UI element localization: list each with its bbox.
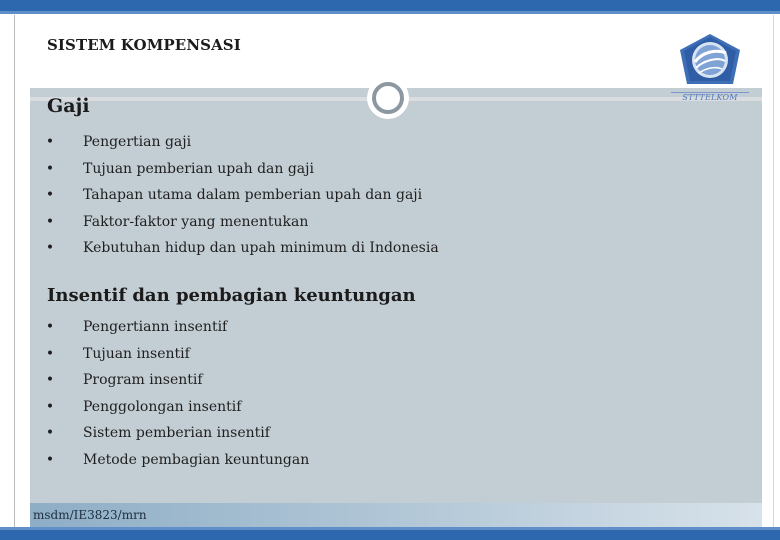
bullet-icon: • (45, 398, 55, 415)
bullet-icon: • (45, 134, 55, 150)
slide-title: SISTEM KOMPENSASI (47, 36, 241, 54)
decorative-ring-icon (368, 78, 408, 118)
section-heading-insentif: Insentif dan pembagian keuntungan (47, 285, 416, 306)
bullet-icon: • (45, 319, 55, 335)
institution-logo (665, 28, 755, 110)
bullet-icon: • (45, 372, 55, 388)
bullet-icon: • (45, 213, 55, 230)
bottom-accent-bar (0, 527, 780, 540)
list-item-text: Faktor-faktor yang menentukan (83, 213, 309, 230)
logo-icon (676, 32, 744, 92)
logo-caption: STTTELKOM (671, 92, 749, 103)
footer-text: msdm/IE3823/mrn (33, 508, 147, 522)
bullet-icon: • (45, 451, 55, 468)
list-item-text: Pengertian gaji (83, 134, 192, 150)
top-accent-bar (0, 0, 780, 14)
bullet-icon: • (45, 425, 55, 441)
list-item-text: Tahapan utama dalam pemberian upah dan gaji (83, 187, 423, 203)
bullet-icon: • (45, 240, 55, 256)
bullet-icon: • (45, 187, 55, 203)
bullet-icon: • (45, 345, 55, 362)
list-item-text: Metode pembagian keuntungan (83, 451, 310, 468)
bullet-icon: • (45, 160, 55, 177)
list-item-text: Tujuan insentif (83, 345, 190, 362)
list-item-text: Pengertiann insentif (83, 319, 228, 335)
list-item-text: Tujuan pemberian upah dan gaji (83, 160, 314, 177)
section-heading-gaji: Gaji (47, 95, 90, 117)
list-item-text: Sistem pemberian insentif (83, 425, 270, 441)
list-item-text: Penggolongan insentif (83, 398, 242, 415)
list-item-text: Kebutuhan hidup dan upah minimum di Indonesia (83, 240, 439, 256)
list-item-text: Program insentif (83, 372, 203, 388)
